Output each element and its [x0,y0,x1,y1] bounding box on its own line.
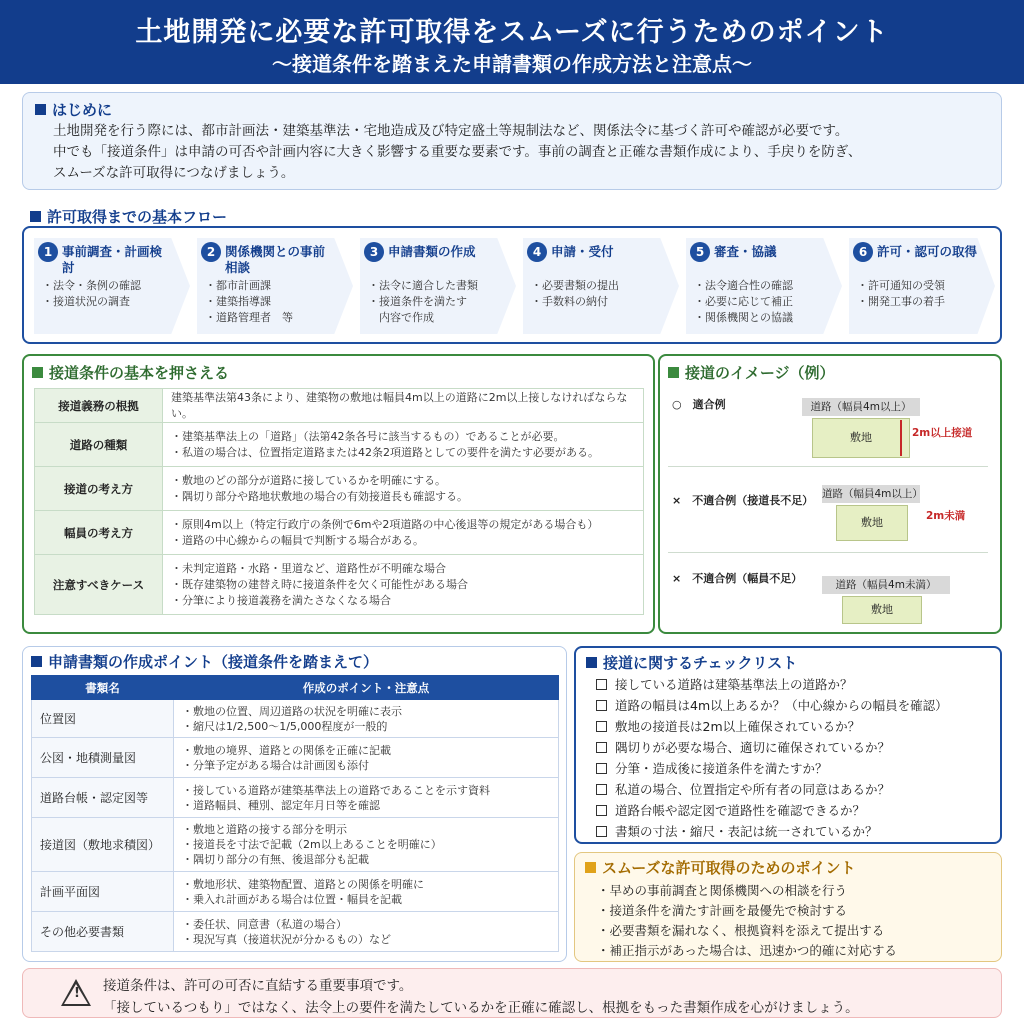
table-row [32,912,559,952]
table-row [35,555,644,615]
checklist [596,674,948,842]
site-box: 敷地 [836,505,908,541]
table-row [35,389,644,423]
page-header [0,0,1024,84]
step-line: ・必要に応じて補正 [694,295,793,308]
ng2-example-label: × 不適合例（幅員不足） [672,572,803,585]
step-title: 関係機関との事前相談 [225,244,326,275]
table-row [32,700,559,738]
checkbox-icon[interactable] [596,721,607,732]
table-row [32,872,559,912]
flow-title: 許可取得までの基本フロー [30,206,227,227]
page-title: 土地開発に必要な許可取得をスムーズに行うためのポイント [135,17,889,48]
doc-points: ・委任状、同意書（私道の場合） ・現況写真（接道状況が分かるもの）など [174,912,559,952]
square-icon [30,211,41,222]
step-line: ・関係機関との協議 [694,311,793,324]
site-box: 敷地 [842,596,922,624]
step-title: 事前調査・計画検討 [62,244,163,275]
square-icon [585,862,596,873]
checklist-item[interactable]: 道路の幅員は4m以上あるか？（中心線からの幅員を確認） [596,695,948,716]
doc-points: ・接している道路が建築基準法上の道路であることを示す資料 ・道路幅員、種別、認定年月日等を確認 [174,778,559,818]
square-icon [32,367,43,378]
step-number: 6 [853,242,873,262]
table-row [35,423,644,467]
intro-section [22,92,1002,190]
step-line: ・道路管理者 等 [205,311,293,324]
road-box: 道路（幅員4m以上） [822,485,920,503]
step-line: ・開発工事の着手 [857,295,945,308]
table-row [32,778,559,818]
table-row [32,738,559,778]
step-line: ・許可通知の受領 [857,279,945,292]
step-line: ・建築指導課 [205,295,271,308]
basic-title: 接道条件の基本を押さえる [32,362,229,383]
checklist-item[interactable]: 接している道路は建築基準法上の道路か？ [596,674,948,695]
table-header-row [32,676,559,700]
road-box: 道路（幅員4m未満） [822,576,950,594]
column-header: 書類名 [32,676,174,700]
checklist-section [574,646,1002,844]
row-head: 幅員の考え方 [35,511,163,555]
row-content: ・原則4m以上（特定行政庁の条例で6mや2項道路の中心後退等の規定がある場合も） ・道路の中心線からの幅員で判断する場合がある。 [163,511,644,555]
step-number: 1 [38,242,58,262]
smooth-section [574,852,1002,962]
square-icon [31,656,42,667]
doc-points: ・敷地の境界、道路との関係を正確に記載 ・分筆予定がある場合は計画図も添付 [174,738,559,778]
doc-name: 計画平面図 [32,872,174,912]
checkbox-icon[interactable] [596,784,607,795]
table-row [35,511,644,555]
step-line: ・接道状況の調査 [42,295,130,308]
basic-section [22,354,655,634]
doc-name: 位置図 [32,700,174,738]
row-head: 道路の種類 [35,423,163,467]
doc-name: 道路台帳・認定図等 [32,778,174,818]
step-title: 申請書類の作成 [388,244,476,259]
checklist-item[interactable]: 道路台帳や認定図で道路性を確認できるか？ [596,800,948,821]
row-content: 建築基準法第43条により、建築物の敷地は幅員4m以上の道路に2m以上接しなければならない。 [163,389,644,423]
step-title: 申請・受付 [551,244,614,259]
step-line: ・法令に適合した書類 [368,279,478,292]
list-item: ・補正指示があった場合は、迅速かつ的確に対応する [597,943,897,958]
docs-title: 申請書類の作成ポイント（接道条件を踏まえて） [31,651,378,672]
step-line: ・都市計画課 [205,279,271,292]
docs-table [31,675,559,952]
row-content: ・建築基準法上の「道路」（法第42条各号に該当するもの）であることが必要。 ・私道の場合は、位置指定道路または42条2項道路としての要件を満たす必要がある。 [163,423,644,467]
ok-example-label: ○ 適合例 [672,398,726,411]
row-head: 接道義務の根拠 [35,389,163,423]
intro-title: はじめに [35,99,112,120]
image-title: 接道のイメージ（例） [668,362,835,383]
column-header: 作成のポイント・注意点 [174,676,559,700]
step-title: 許可・認可の取得 [877,244,978,259]
checklist-item[interactable]: 隅切りが必要な場合、適切に確保されているか？ [596,737,948,758]
intro-line: スムーズな許可取得につなげましょう。 [53,165,295,181]
basic-table [34,388,644,615]
table-row [35,467,644,511]
smooth-list [597,881,897,961]
step-line: 内容で作成 [368,311,434,324]
step-number: 4 [527,242,547,262]
doc-name: その他必要書類 [32,912,174,952]
dimension-line [900,420,902,456]
site-box: 敷地 [812,418,910,458]
checkbox-icon[interactable] [596,805,607,816]
step-line: ・法令適合性の確認 [694,279,793,292]
checklist-item[interactable]: 敷地の接道長は2m以上確保されているか？ [596,716,948,737]
step-number: 2 [201,242,221,262]
page-subtitle: 〜接道条件を踏まえた申請書類の作成方法と注意点〜 [272,52,752,76]
road-box: 道路（幅員4m以上） [802,398,920,416]
step-line: ・必要書類の提出 [531,279,619,292]
step-number: 3 [364,242,384,262]
row-content: ・敷地のどの部分が道路に接しているかを明確にする。 ・隅切り部分や路地状敷地の場合の有効接道長も確認する。 [163,467,644,511]
doc-points: ・敷地形状、建築物配置、道路との関係を明確に ・乗入れ計画がある場合は位置・幅員を記載 [174,872,559,912]
row-content: ・未判定道路・水路・里道など、道路性が不明確な場合 ・既存建築物の建替え時に接道条件を欠く可能性がある場合 ・分筆により接道義務を満たさなくなる場合 [163,555,644,615]
doc-name: 公図・地積測量図 [32,738,174,778]
checklist-item[interactable]: 私道の場合、位置指定や所有者の同意はあるか？ [596,779,948,800]
warning-line: 「接しているつもり」ではなく、法令上の要件を満たしているかを正確に確認し、根拠をもった書類作成を心がけましょう。 [103,1000,859,1016]
divider [668,466,988,467]
step-title: 審査・協議 [714,244,777,259]
checkbox-icon[interactable] [596,763,607,774]
step-line: ・手数料の納付 [531,295,608,308]
doc-points: ・敷地と道路の接する部分を明示 ・接道長を寸法で記載（2m以上あることを明確に） ・隅切り部分の有無、後退部分も記載 [174,818,559,872]
step-line: ・法令・条例の確認 [42,279,141,292]
checklist-item[interactable]: 分筆・造成後に接道条件を満たすか？ [596,758,948,779]
ng1-example-label: × 不適合例（接道長不足） [672,494,814,507]
warning-banner: ! 接道条件は、許可の可否に直結する重要事項です。 「接しているつもり」ではなく、法令上の要件を満たしているかを正確に確認し、根拠をもった書類作成を心がけましょう。 [22,968,1002,1018]
square-icon [35,104,46,115]
checklist-item[interactable]: 書類の寸法・縮尺・表記は統一されているか？ [596,821,948,842]
table-row [32,818,559,872]
warning-line: 接道条件は、許可の可否に直結する重要事項です。 [103,978,413,994]
row-head: 接道の考え方 [35,467,163,511]
checkbox-icon[interactable] [596,700,607,711]
doc-points: ・敷地の位置、周辺道路の状況を明確に表示 ・縮尺は1/2,500〜1/5,000程度が一般的 [174,700,559,738]
ok-note: 2m以上接道 [912,427,973,439]
step-line: ・接道条件を満たす [368,295,467,308]
square-icon [586,657,597,668]
checkbox-icon[interactable] [596,679,607,690]
list-item: ・必要書類を漏れなく、根拠資料を添えて提出する [597,923,885,938]
checkbox-icon[interactable] [596,742,607,753]
divider [668,552,988,553]
intro-line: 土地開発を行う際には、都市計画法・建築基準法・宅地造成及び特定盛土等規制法など、関係法令に基づく許可や確認が必要です。 [53,123,849,139]
row-head: 注意すべきケース [35,555,163,615]
checklist-title: 接道に関するチェックリスト [586,652,797,673]
step-number: 5 [690,242,710,262]
ng1-note: 2m未満 [926,510,966,522]
docs-section [22,646,567,962]
square-icon [668,367,679,378]
doc-name: 接道図（敷地求積図） [32,818,174,872]
checkbox-icon[interactable] [596,826,607,837]
intro-line: 中でも「接道条件」は申請の可否や計画内容に大きく影響する重要な要素です。事前の調査と正確な書類作成により、手戻りを防ぎ、 [53,144,862,160]
list-item: ・接道条件を満たす計画を最優先で検討する [597,903,848,918]
smooth-title: スムーズな許可取得のためのポイント [585,857,856,878]
list-item: ・早めの事前調査と関係機関への相談を行う [597,883,848,898]
